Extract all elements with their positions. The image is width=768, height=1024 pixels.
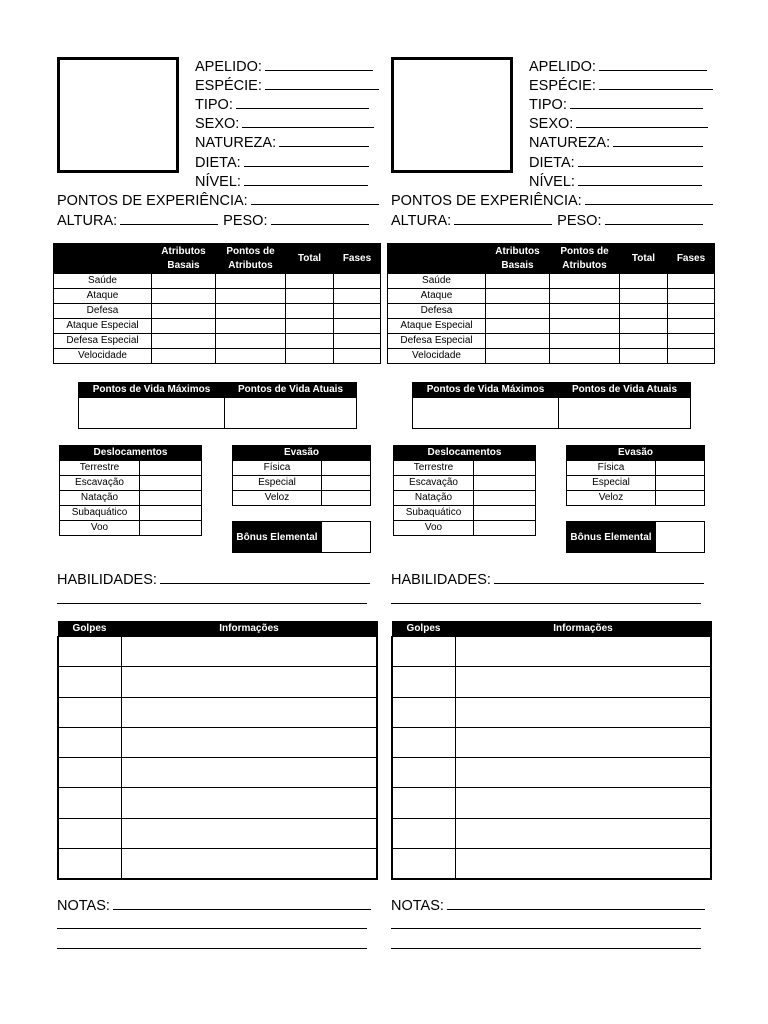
attr-cell[interactable] (668, 304, 715, 319)
attr-cell[interactable] (216, 304, 286, 319)
move-info-cell[interactable] (121, 818, 377, 848)
field-apelido[interactable] (195, 56, 373, 76)
evasion-row-label: Veloz (567, 491, 656, 506)
label-especie: ESPÉCIE: (529, 78, 596, 94)
attr-cell[interactable] (620, 289, 668, 304)
attr-cell[interactable] (334, 319, 381, 334)
elemental-bonus-label: Bônus Elemental (233, 522, 322, 553)
attr-header-fases: Fases (668, 244, 715, 274)
habilidades-line[interactable] (391, 603, 701, 604)
attr-cell[interactable] (286, 289, 334, 304)
field-experiencia[interactable] (391, 190, 713, 210)
attr-cell[interactable] (152, 319, 216, 334)
move-name-cell[interactable] (392, 788, 455, 818)
attr-row-label: Ataque (388, 289, 486, 304)
field-nivel[interactable] (195, 171, 368, 191)
elemental-bonus-table (566, 521, 705, 553)
attr-row-label: Velocidade (54, 349, 152, 364)
blank-dieta[interactable] (244, 152, 369, 167)
movement-cell[interactable] (140, 506, 202, 521)
attr-cell[interactable] (668, 334, 715, 349)
attr-header-blank (54, 244, 152, 274)
field-dieta[interactable] (195, 152, 369, 172)
attr-cell[interactable] (620, 274, 668, 289)
label-peso: PESO: (557, 213, 602, 229)
attr-header-pontos: Pontos de Atributos (550, 244, 620, 274)
move-info-cell[interactable] (121, 727, 377, 757)
attr-cell[interactable] (620, 319, 668, 334)
evasion-row-label: Física (233, 461, 322, 476)
moves-header-info: Informações (121, 622, 377, 637)
attr-cell[interactable] (550, 334, 620, 349)
attr-row-label: Ataque (54, 289, 152, 304)
attr-cell[interactable] (286, 304, 334, 319)
blank-notas[interactable] (113, 895, 371, 910)
move-info-cell[interactable] (455, 637, 711, 667)
attr-cell[interactable] (152, 274, 216, 289)
move-info-cell[interactable] (121, 849, 377, 879)
attr-cell[interactable] (486, 319, 550, 334)
label-natureza: NATUREZA: (529, 135, 611, 151)
attributes-table (53, 243, 381, 364)
field-natureza[interactable] (195, 132, 369, 152)
attr-cell[interactable] (334, 304, 381, 319)
notas-line[interactable] (57, 928, 367, 929)
movement-row-label: Terrestre (394, 461, 474, 476)
move-name-cell[interactable] (392, 697, 455, 727)
evasion-table (566, 445, 705, 506)
attr-cell[interactable] (486, 289, 550, 304)
movement-cell[interactable] (474, 491, 536, 506)
blank-tipo[interactable] (570, 94, 703, 109)
label-sexo: SEXO: (529, 116, 574, 132)
attr-cell[interactable] (152, 349, 216, 364)
attr-cell[interactable] (668, 319, 715, 334)
attr-cell[interactable] (486, 304, 550, 319)
attr-cell[interactable] (550, 349, 620, 364)
attr-header-fases: Fases (334, 244, 381, 274)
evasion-cell[interactable] (322, 461, 371, 476)
attr-row-label: Velocidade (388, 349, 486, 364)
label-peso: PESO: (223, 213, 268, 229)
attr-cell[interactable] (286, 349, 334, 364)
attr-cell[interactable] (486, 334, 550, 349)
field-tipo[interactable] (195, 94, 369, 114)
label-notas: NOTAS: (391, 898, 444, 914)
hp-max-cell[interactable] (79, 398, 225, 429)
moves-header-golpes: Golpes (392, 622, 455, 637)
portrait-box[interactable] (57, 57, 179, 173)
blank-natureza[interactable] (279, 132, 369, 147)
label-nivel: NÍVEL: (195, 174, 241, 190)
attributes-table (387, 243, 715, 364)
moves-header-info: Informações (455, 622, 711, 637)
label-altura: ALTURA: (57, 213, 118, 229)
movement-cell[interactable] (140, 461, 202, 476)
field-sexo[interactable] (529, 113, 708, 133)
move-info-cell[interactable] (455, 758, 711, 788)
move-name-cell[interactable] (392, 727, 455, 757)
label-experiencia: PONTOS DE EXPERIÊNCIA: (57, 193, 248, 209)
move-info-cell[interactable] (121, 667, 377, 697)
blank-peso[interactable] (271, 210, 369, 225)
movement-cell[interactable] (474, 506, 536, 521)
attr-cell[interactable] (216, 289, 286, 304)
blank-habilidades[interactable] (494, 569, 704, 584)
move-info-cell[interactable] (121, 697, 377, 727)
attr-header-total: Total (620, 244, 668, 274)
move-info-cell[interactable] (121, 758, 377, 788)
blank-tipo[interactable] (236, 94, 369, 109)
attr-row-label: Saúde (388, 274, 486, 289)
field-sexo[interactable] (195, 113, 374, 133)
field-dieta[interactable] (529, 152, 703, 172)
label-apelido: APELIDO: (195, 59, 262, 75)
label-tipo: TIPO: (529, 97, 567, 113)
field-experiencia[interactable] (57, 190, 379, 210)
attr-cell[interactable] (334, 334, 381, 349)
hp-max-header: Pontos de Vida Máximos (79, 383, 225, 398)
label-sexo: SEXO: (195, 116, 240, 132)
movement-title: Deslocamentos (394, 446, 536, 461)
blank-especie[interactable] (599, 75, 713, 90)
attr-cell[interactable] (216, 334, 286, 349)
field-natureza[interactable] (529, 132, 703, 152)
attr-header-blank (388, 244, 486, 274)
evasion-row-label: Física (567, 461, 656, 476)
label-experiencia: PONTOS DE EXPERIÊNCIA: (391, 193, 582, 209)
blank-especie[interactable] (265, 75, 379, 90)
attr-cell[interactable] (286, 334, 334, 349)
hp-current-cell[interactable] (225, 398, 357, 429)
attr-cell[interactable] (334, 349, 381, 364)
field-tipo[interactable] (529, 94, 703, 114)
attr-cell[interactable] (152, 304, 216, 319)
move-info-cell[interactable] (121, 788, 377, 818)
attr-row-label: Ataque Especial (54, 319, 152, 334)
movement-row-label: Escavação (394, 476, 474, 491)
movement-cell[interactable] (474, 461, 536, 476)
move-info-cell[interactable] (455, 849, 711, 879)
move-info-cell[interactable] (455, 727, 711, 757)
attr-cell[interactable] (486, 349, 550, 364)
hp-table (78, 382, 357, 429)
attr-cell[interactable] (216, 274, 286, 289)
evasion-row-label: Especial (233, 476, 322, 491)
attr-cell[interactable] (152, 289, 216, 304)
habilidades-line[interactable] (57, 603, 367, 604)
movement-row-label: Voo (60, 521, 140, 536)
blank-peso[interactable] (605, 210, 703, 225)
field-habilidades[interactable] (391, 569, 704, 589)
evasion-title: Evasão (567, 446, 705, 461)
attr-cell[interactable] (620, 304, 668, 319)
attr-header-pontos: Pontos de Atributos (216, 244, 286, 274)
evasion-cell[interactable] (656, 461, 705, 476)
elemental-bonus-cell[interactable] (322, 522, 371, 553)
movement-row-label: Terrestre (60, 461, 140, 476)
attr-cell[interactable] (668, 274, 715, 289)
attr-row-label: Defesa Especial (54, 334, 152, 349)
label-tipo: TIPO: (195, 97, 233, 113)
attr-header-basais: Atributos Basais (152, 244, 216, 274)
attr-row-label: Defesa (388, 304, 486, 319)
movement-cell[interactable] (140, 476, 202, 491)
attr-header-basais: Atributos Basais (486, 244, 550, 274)
attr-cell[interactable] (152, 334, 216, 349)
attr-cell[interactable] (550, 304, 620, 319)
hp-current-cell[interactable] (559, 398, 691, 429)
attr-cell[interactable] (550, 319, 620, 334)
move-name-cell[interactable] (58, 818, 121, 848)
blank-altura[interactable] (454, 210, 552, 225)
blank-experiencia[interactable] (585, 190, 713, 205)
move-info-cell[interactable] (455, 818, 711, 848)
move-info-cell[interactable] (455, 667, 711, 697)
attr-cell[interactable] (216, 349, 286, 364)
blank-apelido[interactable] (599, 56, 707, 71)
move-info-cell[interactable] (455, 788, 711, 818)
attr-header-total: Total (286, 244, 334, 274)
move-name-cell[interactable] (392, 849, 455, 879)
movement-row-label: Natação (394, 491, 474, 506)
move-name-cell[interactable] (392, 637, 455, 667)
move-name-cell[interactable] (392, 818, 455, 848)
moves-table (391, 621, 712, 880)
movement-row-label: Escavação (60, 476, 140, 491)
elemental-bonus-table (232, 521, 371, 553)
move-name-cell[interactable] (58, 697, 121, 727)
move-name-cell[interactable] (58, 849, 121, 879)
attr-row-label: Defesa Especial (388, 334, 486, 349)
blank-altura[interactable] (120, 210, 218, 225)
attr-row-label: Ataque Especial (388, 319, 486, 334)
movement-table (393, 445, 536, 536)
movement-row-label: Natação (60, 491, 140, 506)
movement-row-label: Subaquático (394, 506, 474, 521)
sheet-left (53, 0, 383, 1024)
blank-notas[interactable] (447, 895, 705, 910)
attr-cell[interactable] (550, 289, 620, 304)
move-name-cell[interactable] (58, 788, 121, 818)
elemental-bonus-label: Bônus Elemental (567, 522, 656, 553)
blank-dieta[interactable] (578, 152, 703, 167)
notas-line[interactable] (57, 948, 367, 949)
move-name-cell[interactable] (58, 667, 121, 697)
field-habilidades[interactable] (57, 569, 370, 589)
blank-apelido[interactable] (265, 56, 373, 71)
attr-row-label: Saúde (54, 274, 152, 289)
movement-row-label: Subaquático (60, 506, 140, 521)
evasion-cell[interactable] (656, 491, 705, 506)
label-notas: NOTAS: (57, 898, 110, 914)
label-apelido: APELIDO: (529, 59, 596, 75)
blank-sexo[interactable] (576, 113, 708, 128)
attr-cell[interactable] (668, 289, 715, 304)
move-name-cell[interactable] (58, 758, 121, 788)
movement-cell[interactable] (140, 491, 202, 506)
movement-title: Deslocamentos (60, 446, 202, 461)
movement-cell[interactable] (474, 476, 536, 491)
evasion-title: Evasão (233, 446, 371, 461)
hp-current-header: Pontos de Vida Atuais (559, 383, 691, 398)
attr-cell[interactable] (620, 334, 668, 349)
label-dieta: DIETA: (529, 155, 575, 171)
attr-cell[interactable] (286, 274, 334, 289)
evasion-row-label: Veloz (233, 491, 322, 506)
label-natureza: NATUREZA: (195, 135, 277, 151)
attr-cell[interactable] (486, 274, 550, 289)
hp-max-cell[interactable] (413, 398, 559, 429)
move-name-cell[interactable] (392, 758, 455, 788)
label-habilidades: HABILIDADES: (57, 572, 157, 588)
blank-nivel[interactable] (244, 171, 368, 186)
field-notas[interactable] (57, 895, 371, 915)
evasion-cell[interactable] (322, 476, 371, 491)
field-altura[interactable] (391, 210, 703, 230)
attr-cell[interactable] (286, 319, 334, 334)
movement-row-label: Voo (394, 521, 474, 536)
field-nivel[interactable] (529, 171, 702, 191)
field-apelido[interactable] (529, 56, 707, 76)
movement-cell[interactable] (140, 521, 202, 536)
elemental-bonus-cell[interactable] (656, 522, 705, 553)
hp-current-header: Pontos de Vida Atuais (225, 383, 357, 398)
blank-habilidades[interactable] (160, 569, 370, 584)
field-especie[interactable] (529, 75, 713, 95)
portrait-box[interactable] (391, 57, 513, 173)
blank-experiencia[interactable] (251, 190, 379, 205)
move-name-cell[interactable] (58, 637, 121, 667)
notas-line[interactable] (391, 948, 701, 949)
field-altura[interactable] (57, 210, 369, 230)
evasion-cell[interactable] (656, 476, 705, 491)
label-habilidades: HABILIDADES: (391, 572, 491, 588)
label-especie: ESPÉCIE: (195, 78, 262, 94)
attr-cell[interactable] (334, 274, 381, 289)
label-nivel: NÍVEL: (529, 174, 575, 190)
moves-header-golpes: Golpes (58, 622, 121, 637)
move-info-cell[interactable] (455, 697, 711, 727)
attr-cell[interactable] (550, 274, 620, 289)
attr-cell[interactable] (668, 349, 715, 364)
attr-cell[interactable] (620, 349, 668, 364)
blank-nivel[interactable] (578, 171, 702, 186)
field-especie[interactable] (195, 75, 379, 95)
moves-table (57, 621, 378, 880)
evasion-row-label: Especial (567, 476, 656, 491)
hp-max-header: Pontos de Vida Máximos (413, 383, 559, 398)
notas-line[interactable] (391, 928, 701, 929)
attr-cell[interactable] (334, 289, 381, 304)
move-name-cell[interactable] (58, 727, 121, 757)
move-info-cell[interactable] (121, 637, 377, 667)
move-name-cell[interactable] (392, 667, 455, 697)
label-dieta: DIETA: (195, 155, 241, 171)
attr-row-label: Defesa (54, 304, 152, 319)
evasion-cell[interactable] (322, 491, 371, 506)
movement-table (59, 445, 202, 536)
label-altura: ALTURA: (391, 213, 452, 229)
blank-natureza[interactable] (613, 132, 703, 147)
hp-table (412, 382, 691, 429)
sheet-right (387, 0, 717, 1024)
movement-cell[interactable] (474, 521, 536, 536)
field-notas[interactable] (391, 895, 705, 915)
evasion-table (232, 445, 371, 506)
attr-cell[interactable] (216, 319, 286, 334)
blank-sexo[interactable] (242, 113, 374, 128)
